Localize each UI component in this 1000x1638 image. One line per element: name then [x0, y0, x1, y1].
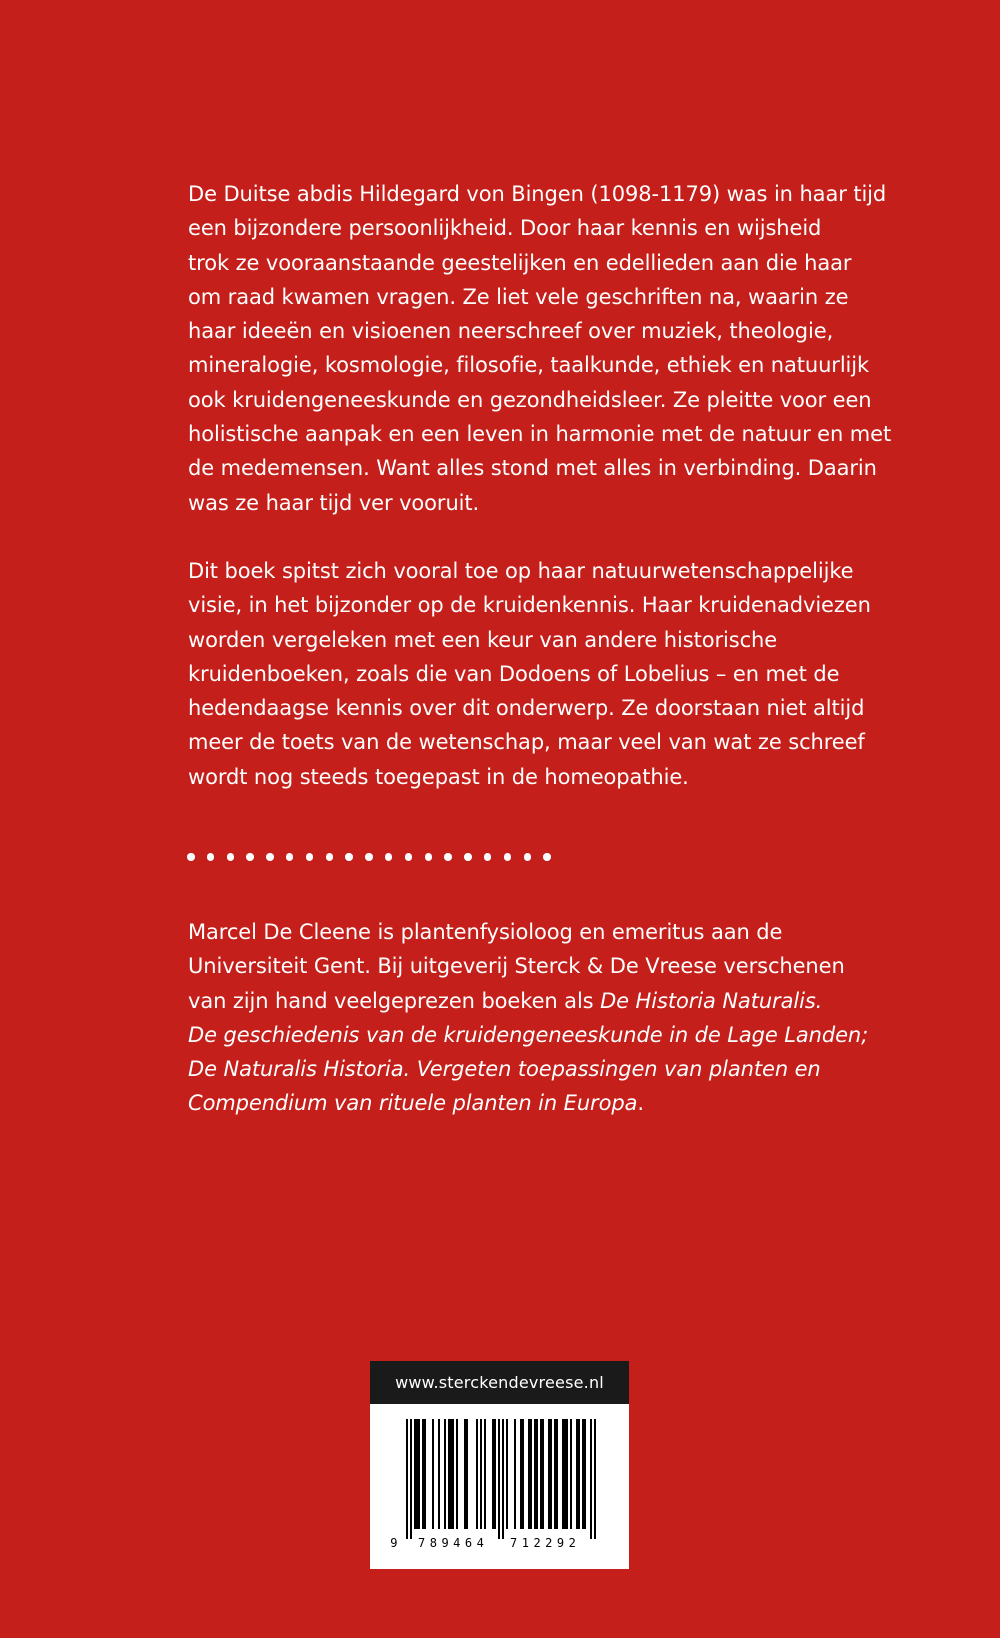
- text-line: wordt nog steeds toegepast in de homeopathie.: [188, 764, 689, 789]
- text-line: was ze haar tijd ver vooruit.: [188, 490, 480, 515]
- barcode-bar: [566, 1419, 568, 1529]
- barcode-bar: [576, 1419, 578, 1529]
- text-segment: .: [637, 1091, 644, 1116]
- text-line: trok ze vooraanstaande geestelijken en edellieden aan die haar: [188, 250, 852, 275]
- divider-dot: [385, 853, 393, 861]
- text-line: worden vergeleken met een keur van andere historische: [188, 627, 778, 652]
- barcode-bar: [536, 1419, 538, 1529]
- divider-dot: [365, 853, 373, 861]
- publisher-url: www.sterckendevreese.nl: [370, 1361, 629, 1404]
- text-segment: van zijn hand veelgeprezen boeken als: [188, 988, 601, 1013]
- barcode-bar: [476, 1419, 478, 1529]
- divider-dot: [524, 853, 532, 861]
- barcode-bar: [406, 1419, 408, 1539]
- text-line: Marcel De Cleene is plantenfysioloog en emeritus aan de: [188, 920, 783, 944]
- text-line: holistische aanpak en een leven in harmonie met de natuur en met: [188, 422, 892, 447]
- barcode-bar: [522, 1419, 524, 1529]
- barcode-bar: [450, 1419, 452, 1529]
- book-title: De Naturalis Historia. Vergeten toepassingen van planten en: [188, 1057, 821, 1082]
- divider-dot: [504, 853, 512, 861]
- text-line: haar ideeën en visioenen neerschreef over muziek, theologie,: [188, 319, 834, 344]
- divider-dot: [286, 853, 294, 861]
- text-line: meer de toets van de wetenschap, maar veel van wat ze schreef: [188, 730, 865, 755]
- text-line: [188, 984, 848, 1018]
- text-line: kruidenboeken, zoals die van Dodoens of Lobelius – en met de: [188, 661, 840, 686]
- barcode-bar: [554, 1419, 556, 1529]
- barcode-bar: [506, 1419, 508, 1529]
- barcode-bar: [548, 1419, 550, 1529]
- text-line: De Duitse abdis Hildegard von Bingen (1098-1179) was in haar tijd: [188, 182, 887, 206]
- divider-dot: [444, 853, 452, 861]
- barcode-digits: 789464: [418, 1536, 489, 1549]
- divider-dot: [266, 853, 274, 861]
- barcode-bar: [542, 1419, 544, 1529]
- barcode-bar: [414, 1419, 416, 1529]
- barcode-bar: [550, 1419, 552, 1529]
- barcode-bar: [466, 1419, 468, 1529]
- barcode-bar: [494, 1419, 496, 1529]
- barcode-bar: [492, 1419, 494, 1529]
- divider-dot: [425, 853, 433, 861]
- barcode-bar: [416, 1419, 418, 1529]
- text-line: Dit boek spitst zich vooral toe op haar natuurwetenschappelijke: [188, 559, 854, 583]
- barcode-bar: [438, 1419, 440, 1529]
- text-line: een bijzondere persoonlijkheid. Door haar kennis en wijsheid: [188, 216, 822, 241]
- text-line: visie, in het bijzonder op de kruidenkennis. Haar kruidenadviezen: [188, 593, 871, 618]
- barcode-bar: [410, 1419, 412, 1539]
- text-line: de medemensen. Want alles stond met alles in verbinding. Daarin: [188, 456, 877, 481]
- text-line: mineralogie, kosmologie, filosofie, taalkunde, ethiek en natuurlijk: [188, 353, 870, 378]
- barcode-bar: [584, 1419, 586, 1529]
- description-paragraph-1: [188, 177, 892, 520]
- author-bio: [188, 915, 869, 1121]
- barcode-bar: [484, 1419, 486, 1529]
- barcode-bar: [540, 1419, 542, 1529]
- barcode-bar: [520, 1419, 522, 1529]
- divider-dot: [227, 853, 235, 861]
- divider-dot: [207, 853, 215, 861]
- barcode-bar: [422, 1419, 424, 1529]
- barcode-bar: [562, 1419, 564, 1529]
- barcode-bar: [590, 1419, 592, 1539]
- text-line: Universiteit Gent. Bij uitgeverij Sterck & De Vreese verschenen: [188, 954, 845, 979]
- barcode-bar: [498, 1419, 500, 1539]
- barcode-bar: [564, 1419, 566, 1529]
- divider-dot: [187, 853, 195, 861]
- book-title: De geschiedenis van de kruidengeneeskunde in de Lage Landen;: [188, 1022, 869, 1047]
- barcode-bar: [502, 1419, 504, 1539]
- divider-dot: [246, 853, 254, 861]
- divider-dot: [306, 853, 314, 861]
- barcode-bar: [444, 1419, 446, 1529]
- dotted-divider: [187, 853, 551, 867]
- barcode-bar: [452, 1419, 454, 1529]
- book-title: De Historia Naturalis.: [600, 988, 823, 1013]
- divider-dot: [326, 853, 334, 861]
- barcode-label: [370, 1361, 629, 1569]
- barcode-digits: 9: [390, 1536, 402, 1549]
- barcode-bar: [456, 1419, 458, 1529]
- barcode-bar: [530, 1419, 532, 1529]
- text-line: ook kruidengeneeskunde en gezondheidsleer. Ze pleitte voor een: [188, 387, 872, 412]
- barcode-bar: [432, 1419, 434, 1529]
- barcode-bar: [464, 1419, 466, 1529]
- book-title: Compendium van rituele planten in Europa: [188, 1091, 638, 1116]
- barcode-bar: [578, 1419, 580, 1529]
- barcode-digits: 712292: [510, 1536, 581, 1549]
- divider-dot: [345, 853, 353, 861]
- barcode-bar: [570, 1419, 572, 1529]
- barcode-bar: [534, 1419, 536, 1529]
- barcode-bar: [514, 1419, 516, 1529]
- isbn-barcode: [384, 1419, 615, 1549]
- divider-dot: [484, 853, 492, 861]
- barcode-bar: [418, 1419, 420, 1529]
- barcode-bar: [448, 1419, 450, 1529]
- divider-dot: [543, 853, 551, 861]
- text-line: om raad kwamen vragen. Ze liet vele geschriften na, waarin ze: [188, 284, 849, 309]
- text-line: [188, 1086, 848, 1120]
- barcode-bar: [528, 1419, 530, 1529]
- barcode-bar: [582, 1419, 584, 1529]
- divider-dot: [405, 853, 413, 861]
- text-line: hedendaagse kennis over dit onderwerp. Ze doorstaan niet altijd: [188, 696, 865, 721]
- barcode-bar: [480, 1419, 482, 1529]
- barcode-bar: [424, 1419, 426, 1529]
- barcode-bar: [556, 1419, 558, 1529]
- divider-dot: [464, 853, 472, 861]
- barcode-bar: [594, 1419, 596, 1539]
- description-paragraph-2: [188, 554, 871, 794]
